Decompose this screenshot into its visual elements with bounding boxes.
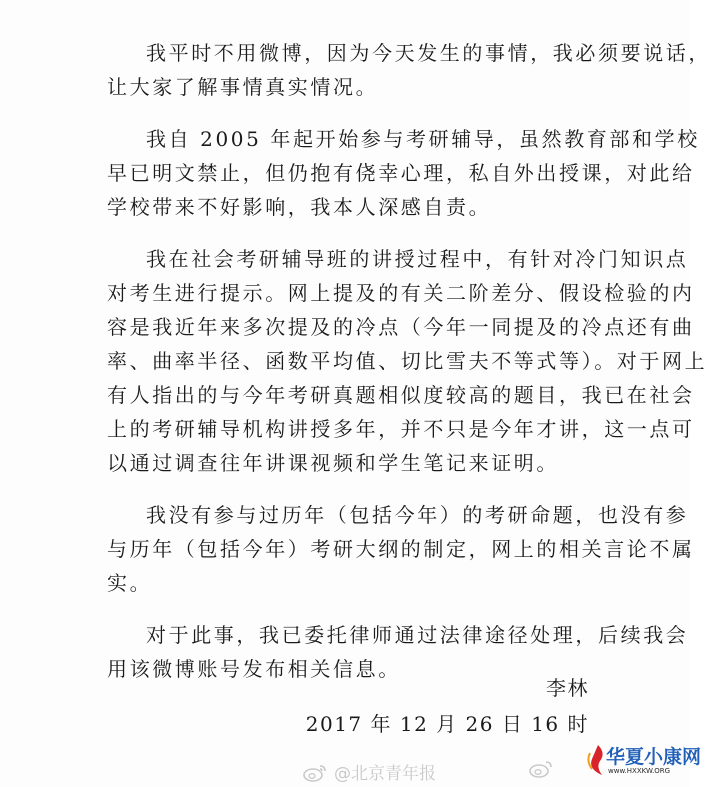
site-logo xyxy=(584,739,702,783)
weibo-icon xyxy=(302,763,328,783)
weibo-source-text: @北京青年报 xyxy=(334,764,436,784)
letter-line: 我自 2005 年起开始参与考研辅导，虽然教育部和学校 xyxy=(146,127,700,151)
signature-date: 2017 年 12 月 26 日 16 时 xyxy=(305,712,589,736)
letter-line: 我没有参与过历年（包括今年）的考研命题，也没有参 xyxy=(146,503,689,527)
letter-line: 早已明文禁止，但仍抱有侥幸心理，私自外出授课，对此给 xyxy=(107,161,695,185)
letter-line: 对于此事，我已委托律师通过法律途径处理，后续我会 xyxy=(146,623,689,647)
letter-line: 让大家了解事情真实情况。 xyxy=(107,75,379,99)
signature-name: 李林 xyxy=(546,676,589,700)
letter-line: 率、曲率半径、函数平均值、切比雪夫不等式等）。对于网上 xyxy=(107,349,708,373)
letter-line: 对考生进行提示。网上提及的有关二阶差分、假设检验的内 xyxy=(107,281,695,305)
second-weibo-icon xyxy=(528,759,560,780)
letter-line: 与历年（包括今年）考研大纲的制定，网上的相关言论不属 xyxy=(107,537,695,561)
letter-line: 有人指出的与今年考研真题相似度较高的题目，我已在社会 xyxy=(107,383,695,407)
weibo-watermark xyxy=(302,759,436,784)
letter-line: 容是我近年来多次提及的冷点（今年一同提及的冷点还有曲 xyxy=(107,315,695,339)
letter-line: 学校带来不好影响，我本人深感自责。 xyxy=(107,195,492,219)
logo-text: 华夏小康网 xyxy=(606,746,702,768)
letter-line: 我在社会考研辅导班的讲授过程中，有针对冷门知识点 xyxy=(146,247,689,271)
logo-url: www.HXXKW.ORG xyxy=(608,767,671,775)
letter-line: 上的考研辅导机构讲授多年，并不只是今年才讲，这一点可 xyxy=(107,417,695,441)
letter-line: 用该微博账号发布相关信息。 xyxy=(107,657,401,681)
letter-line: 我平时不用微博，因为今天发生的事情，我必须要说话， xyxy=(146,41,711,65)
letter-line: 实。 xyxy=(107,571,153,595)
letter-line: 以通过调查往年讲课视频和学生笔记来证明。 xyxy=(107,451,559,475)
weibo-icon xyxy=(528,759,554,779)
